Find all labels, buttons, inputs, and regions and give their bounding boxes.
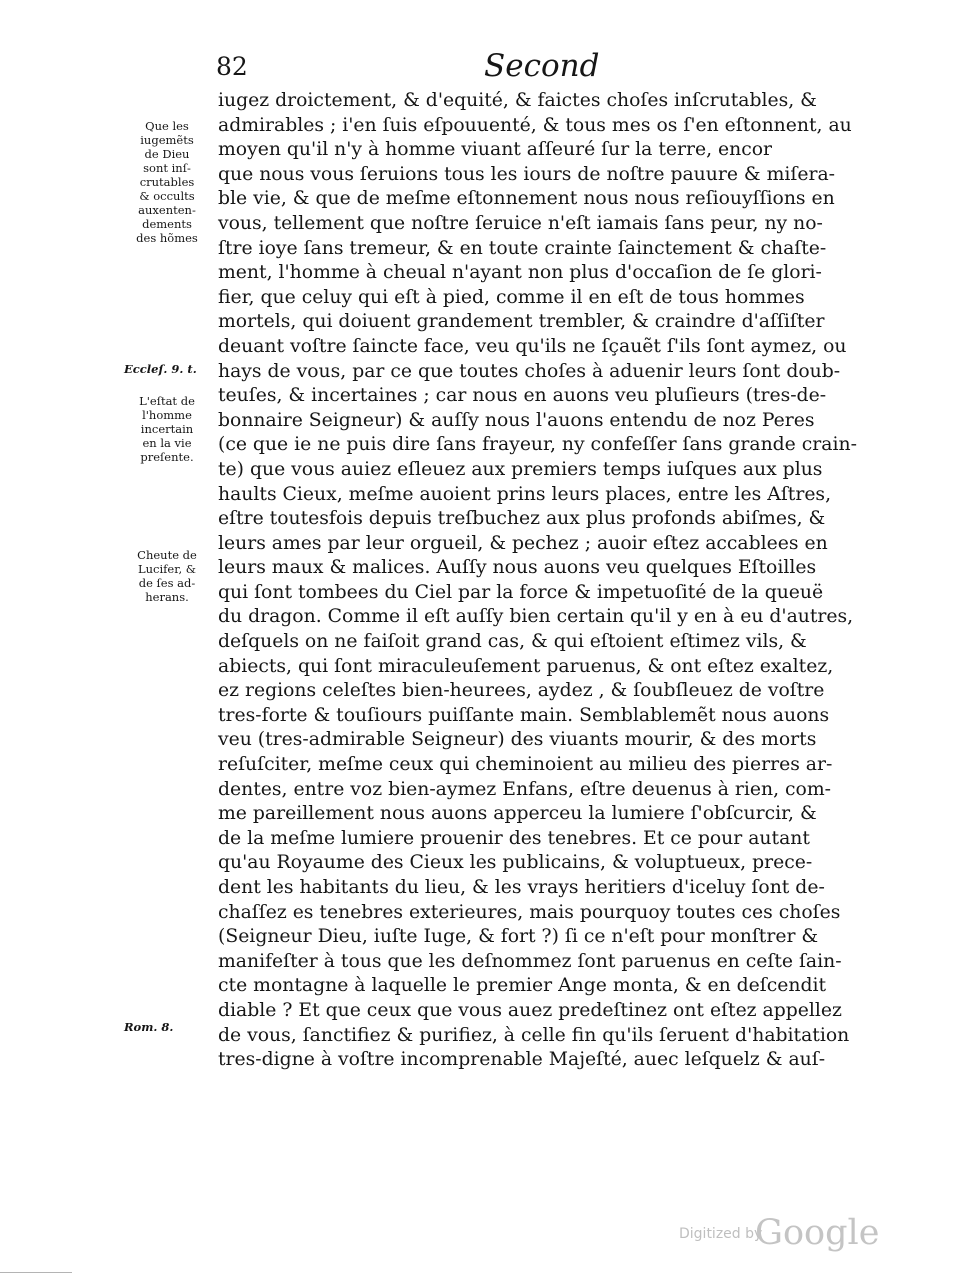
text-line: bonnaire Seigneur) & auſſy nous l'auons entendu de noz Peres [218,409,815,431]
text-line: admirables ; i'en ſuis eſpouuenté, & tous mes os ſ'en eſtonnent, au [218,114,852,136]
marginal-note-ecclesiastes-ref [124,362,210,376]
text-line: ez regions celeſtes bien-heurees, aydez , & ſoubſleuez de voſtre [218,680,825,702]
text-line: diable ? Et que ceux que vous auez predeſtinez ont eſtez appellez [218,999,842,1021]
google-logo: Google [755,1213,880,1253]
text-line: cte montagne à laquelle le premier Ange monta, & en deſcendit [218,975,827,997]
note-line: Cheute de [137,548,197,562]
text-line: qui ſont tombees du Ciel par la force & impetuoſité de la queuë [218,581,824,603]
note-line: de ſes ad- [138,576,196,590]
text-line: hays de vous, par ce que toutes choſes à aduenir leurs ſont doub- [218,360,841,382]
note-line: dements [142,217,192,231]
note-line: auxenten- [138,203,196,217]
note-line: L'eſtat de [139,394,195,408]
note-line: crutables [139,175,195,189]
note-line: en la vie [142,436,192,450]
text-line: leurs maux & malices. Auſſy nous auons veu quelques Eſtoilles [218,557,817,579]
text-line: veu (tres-admirable Seigneur) des viuants mourir, & des morts [218,729,817,751]
text-line: (ce que ie ne puis dire ſans frayeur, ny confeſſer ſans grande crain- [218,434,857,456]
digitized-by-label: Digitized by [679,1226,763,1242]
note-line: preſente. [140,450,194,464]
text-line: leurs ames par leur orgueil, & pechez ; auoir eſtez accablees en [218,532,828,554]
text-line: fier, que celuy qui eſt à pied, comme il en eſt de tous hommes [218,286,805,308]
note-line: & occults [139,189,195,203]
note-line: des hõmes [136,231,198,245]
text-line: chaſſez es tenebres exterieures, mais pourquoy toutes ces choſes [218,901,841,923]
note-line: Lucifer, & [137,562,196,576]
marginal-note-judgments [124,119,210,245]
note-line: herans. [145,590,189,604]
text-line: dent les habitants du lieu, & les vrays heritiers d'iceluy ſont de- [218,877,825,898]
text-line: qu'au Royaume des Cieux les publicains, & voluptueux, prece- [218,852,813,874]
text-line: eſtre toutesfois depuis treſbuchez aux plus profonds abiſmes, & [218,508,826,530]
marginal-note-fall-of-lucifer [124,548,210,604]
text-line: me pareillement nous auons apperceu la lumiere ſ'obſcurcir, & [218,803,817,825]
text-line: ment, l'homme à cheual n'ayant non plus d'occaſion de ſe glori- [218,262,822,284]
text-line: haults Cieux, meſme auoient prins leurs places, entre les Aſtres, [218,483,832,505]
text-line: abiects, qui ſont miraculeuſement paruenus, & ont eſtez exaltez, [218,655,834,677]
running-head: Second [484,48,600,84]
note-line: incertain [140,422,194,436]
text-line: ble vie, & que de meſme eſtonnement nous nous reſiouyſſions en [218,188,835,210]
note-line: Rom. 8. [124,1020,174,1034]
text-line: tres-digne à voſtre incomprenable Majeſté, auec leſquelz & auſ- [218,1049,826,1071]
text-line: tres-forte & touſiours puiſſante main. Semblablemẽt nous auons [218,704,830,726]
text-line: deuant voſtre ſaincte face, veu qu'ils ne ſçauẽt ſ'ils ſont aymez, ou [218,335,847,357]
text-line: de vous, ſanctifiez & purifiez, à celle fin qu'ils ſeruent d'habitation [218,1024,850,1046]
text-line: (Seigneur Dieu, iuſte Iuge, & fort ?) ſi ce n'eſt pour monſtrer & [218,926,819,948]
text-line: ſtre ioye ſans tremeur, & en toute crainte ſainctement & chaſte- [218,237,827,259]
text-line: moyen qu'il n'y à homme viuant aſſeuré ſur la terre, encor [218,139,773,161]
note-line: Eccleſ. 9. t. [124,362,197,376]
text-line: du dragon. Comme il eſt auſſy bien certain qu'il y en à eu d'autres, [218,606,854,628]
note-line: de Dieu [144,147,190,161]
text-line: mortels, qui doiuent grandement trembler, & craindre d'aſſiſter [218,311,825,333]
text-line: que nous vous ſeruions tous les iours de noſtre pauure & miſera- [218,163,836,185]
text-line: reſuſciter, meſme ceux qui cheminoient au milieu des pierres ar- [218,754,833,776]
text-line: iugez droictement, & d'equité, & faictes choſes inſcrutables, & [218,90,817,111]
body-text [218,89,857,1073]
note-line: iugemẽts [140,133,194,147]
marginal-note-romans-ref [124,1020,210,1034]
note-line: sont inſ- [143,161,191,175]
text-line: dentes, entre voz bien-aymez Enfans, eſtre deuenus à rien, com- [218,778,831,800]
text-line: te) que vous auiez eſleuez aux premiers temps iuſques aux plus [218,458,823,480]
note-line: Que les [145,119,189,133]
bottom-rule [0,1272,72,1273]
page-number: 82 [216,52,248,81]
text-line: de la meſme lumiere prouenir des tenebres. Et ce pour autant [218,827,810,849]
note-line: l'homme [142,408,192,422]
text-line: vous, tellement que noſtre ſeruice n'eſt iamais ſans peur, ny no- [218,212,823,234]
text-line: teuſes, & incertaines ; car nous en auons veu pluſieurs (tres-de- [218,385,827,407]
text-line: manifeſter à tous que les deſnommez ſont paruenus en ceſte ſain- [218,950,842,972]
marginal-note-state-of-man [124,394,210,464]
text-line: deſquels on ne faiſoit grand cas, & qui eſtoient eſtimez vils, & [218,631,807,653]
